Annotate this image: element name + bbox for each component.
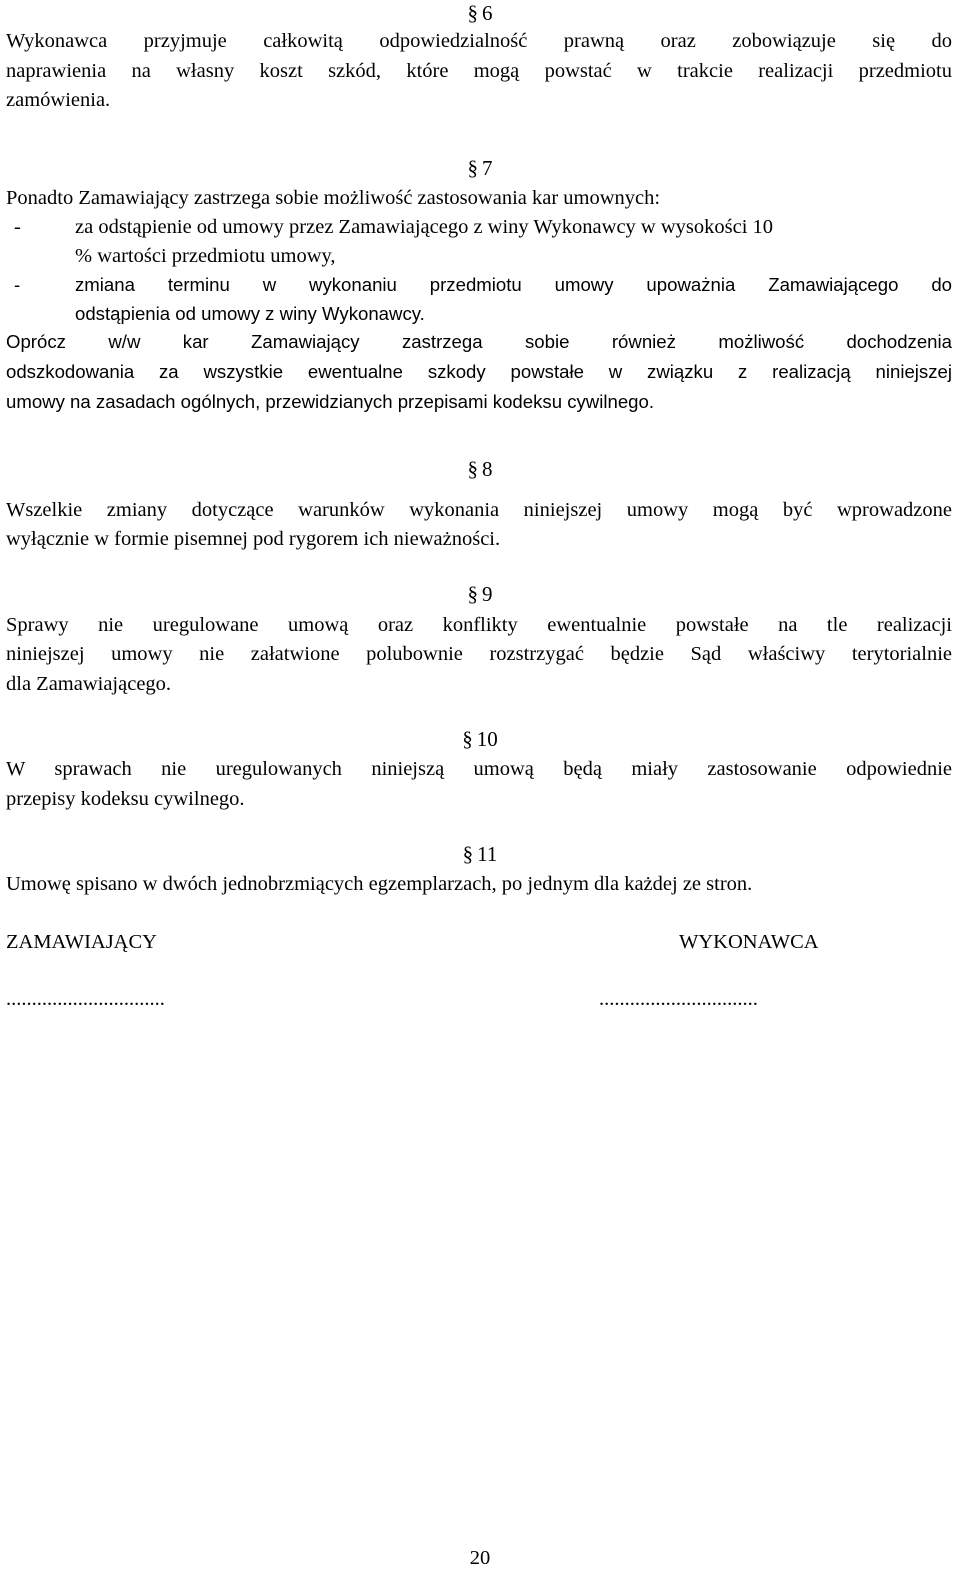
section-8-line-2: wyłącznie w formie pisemnej pod rygorem ich nieważności. (6, 528, 501, 550)
section-8-heading (0, 456, 960, 483)
section-9-heading (0, 581, 960, 608)
signature-line-contractor: ............................... (599, 988, 758, 1010)
section-11-heading (0, 841, 960, 868)
section-6-heading (0, 0, 960, 27)
section-6-line-2: naprawienia na własny koszt szkód, które mogą powstać w trakcie realizacji przedmiotu (6, 60, 952, 82)
list-item-2-line-2: odstąpienia od umowy z winy Wykonawcy. (75, 303, 425, 324)
section-sign: § (467, 1, 478, 25)
section-9-line-3: dla Zamawiającego. (6, 673, 172, 695)
signature-line-contracting-party: ............................... (6, 988, 165, 1010)
section-sign: § (467, 457, 478, 481)
section-9-line-2: niniejszej umowy nie załatwione polubownie rozstrzygać będzie Sąd właściwy terytorialnie (6, 643, 952, 665)
signature-label-contractor: WYKONAWCA (679, 931, 819, 953)
section-9-line-1: Sprawy nie uregulowane umową oraz konflikty ewentualnie powstałe na tle realizacji (6, 614, 952, 636)
list-dash: - (14, 216, 21, 238)
section-6-line-1: Wykonawca przyjmuje całkowitą odpowiedzialność prawną oraz zobowiązuje się do (6, 30, 952, 52)
section-7-heading (0, 155, 960, 182)
section-7-closing-line-1: Oprócz w/w kar Zamawiający zastrzega sobie również możliwość dochodzenia (6, 331, 952, 352)
section-7-closing-line-2: odszkodowania za wszystkie ewentualne szkody powstałe w związku z realizacją niniejszej (6, 361, 952, 382)
list-item-1-line-2: % wartości przedmiotu umowy, (75, 245, 336, 267)
section-number: 9 (482, 582, 493, 606)
section-8-line-1: Wszelkie zmiany dotyczące warunków wykonania niniejszej umowy mogą być wprowadzone (6, 499, 952, 521)
section-6-line-3: zamówienia. (6, 89, 111, 111)
section-7-intro: Ponadto Zamawiający zastrzega sobie możliwość zastosowania kar umownych: (6, 187, 661, 209)
section-10-line-2: przepisy kodeksu cywilnego. (6, 788, 245, 810)
section-number: 6 (482, 1, 493, 25)
section-11-line-1: Umowę spisano w dwóch jednobrzmiących egzemplarzach, po jednym dla każdej ze stron. (6, 873, 753, 895)
page-number: 20 (469, 1547, 491, 1569)
section-sign: § (462, 842, 474, 866)
section-sign: § (467, 156, 478, 180)
section-10-heading (0, 726, 960, 753)
list-dash: - (14, 274, 21, 295)
section-7-closing-line-3: umowy na zasadach ogólnych, przewidzianych przepisami kodeksu cywilnego. (6, 391, 655, 412)
section-10-line-1: W sprawach nie uregulowanych niniejszą umową będą miały zastosowanie odpowiednie (6, 758, 952, 780)
section-number: 11 (477, 842, 498, 866)
section-number: 10 (476, 727, 498, 751)
section-sign: § (462, 727, 473, 751)
section-number: 8 (482, 457, 493, 481)
section-sign: § (467, 582, 478, 606)
list-item-1-line-1: za odstąpienie od umowy przez Zamawiającego z winy Wykonawcy w wysokości 10 (75, 216, 774, 238)
signature-label-contracting-party: ZAMAWIAJĄCY (6, 931, 157, 953)
list-item-2-line-1: zmiana terminu w wykonaniu przedmiotu umowy upoważnia Zamawiającego do (75, 274, 952, 295)
section-number: 7 (482, 156, 493, 180)
